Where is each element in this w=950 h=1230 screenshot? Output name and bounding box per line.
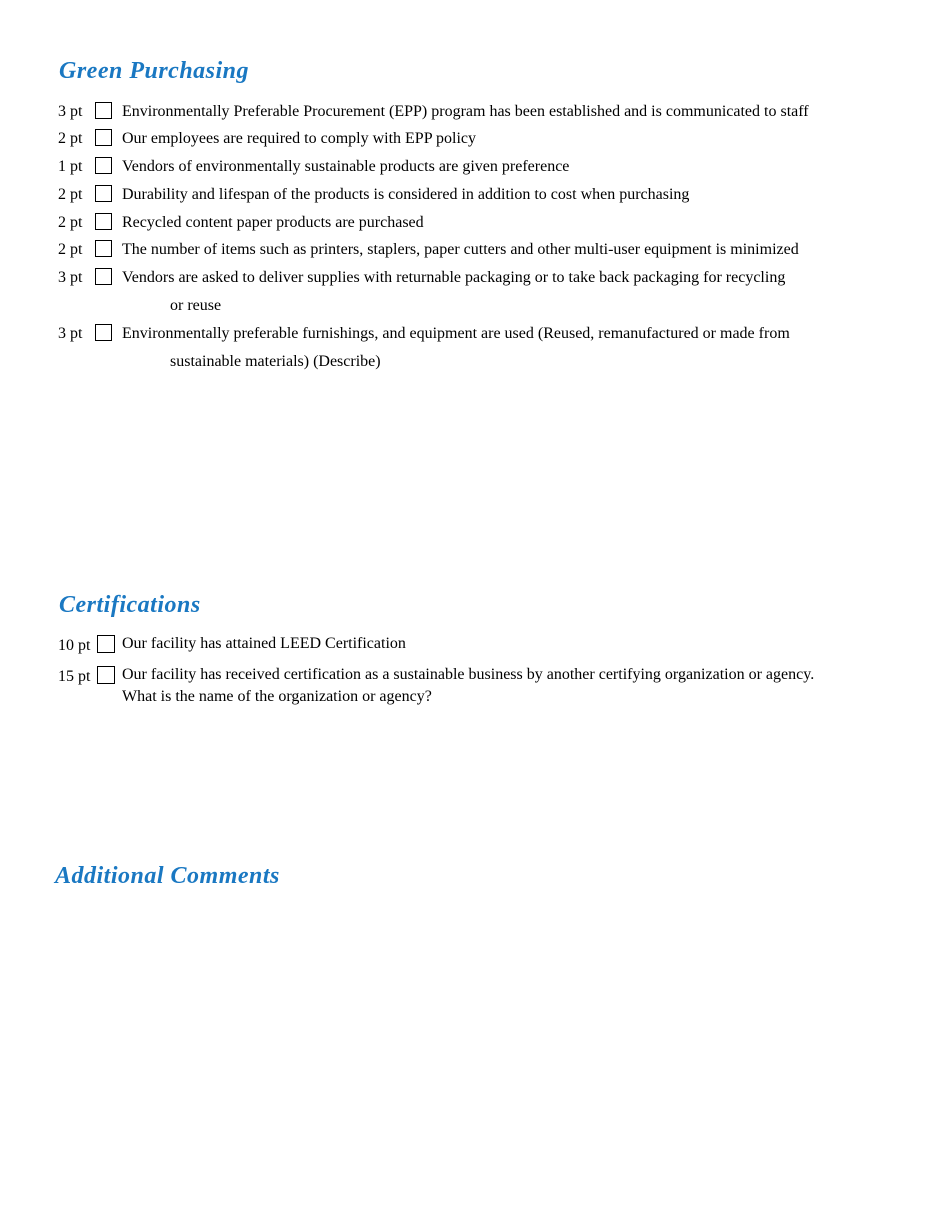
checkbox[interactable] (95, 268, 112, 285)
certifications-title: Certifications (59, 592, 201, 618)
item-text-continuation: sustainable materials) (Describe) (170, 353, 381, 370)
item-text: Durability and lifespan of the products is considered in addition to cost when purchasing (122, 186, 690, 203)
points-label: 1 pt (58, 158, 83, 175)
checkbox[interactable] (95, 129, 112, 146)
checkbox[interactable] (95, 324, 112, 341)
additional-comments-title: Additional Comments (55, 863, 280, 889)
item-text: Environmentally Preferable Procurement (EPP) program has been established and is communicated to staff (122, 103, 809, 120)
item-text: Our facility has attained LEED Certification (122, 635, 406, 652)
green-purchasing-title: Green Purchasing (59, 58, 250, 84)
item-text-continuation: or reuse (170, 297, 222, 314)
item-text: Recycled content paper products are purchased (122, 214, 424, 231)
points-label: 15 pt (58, 668, 91, 685)
checkbox[interactable] (95, 213, 112, 230)
points-label: 3 pt (58, 269, 83, 286)
points-label: 2 pt (58, 130, 83, 147)
points-label: 10 pt (58, 637, 91, 654)
checkbox[interactable] (97, 635, 115, 653)
checkbox[interactable] (95, 102, 112, 119)
item-text: Vendors are asked to deliver supplies with returnable packaging or to take back packaging for recycling (122, 269, 786, 286)
item-text: Environmentally preferable furnishings, and equipment are used (Reused, remanufactured or made from (122, 325, 790, 342)
checkbox[interactable] (95, 240, 112, 257)
points-label: 2 pt (58, 214, 83, 231)
checkbox[interactable] (95, 157, 112, 174)
checkbox[interactable] (97, 666, 115, 684)
item-text: Our facility has received certification as a sustainable business by another certifying organization or agency. (122, 666, 815, 683)
checkbox[interactable] (95, 185, 112, 202)
points-label: 2 pt (58, 241, 83, 258)
points-label: 3 pt (58, 325, 83, 342)
item-text: Our employees are required to comply with EPP policy (122, 130, 476, 147)
item-text-continuation: What is the name of the organization or agency? (122, 688, 432, 705)
item-text: Vendors of environmentally sustainable products are given preference (122, 158, 570, 175)
item-text: The number of items such as printers, staplers, paper cutters and other multi-user equipment is minimized (122, 241, 799, 258)
points-label: 2 pt (58, 186, 83, 203)
points-label: 3 pt (58, 103, 83, 120)
